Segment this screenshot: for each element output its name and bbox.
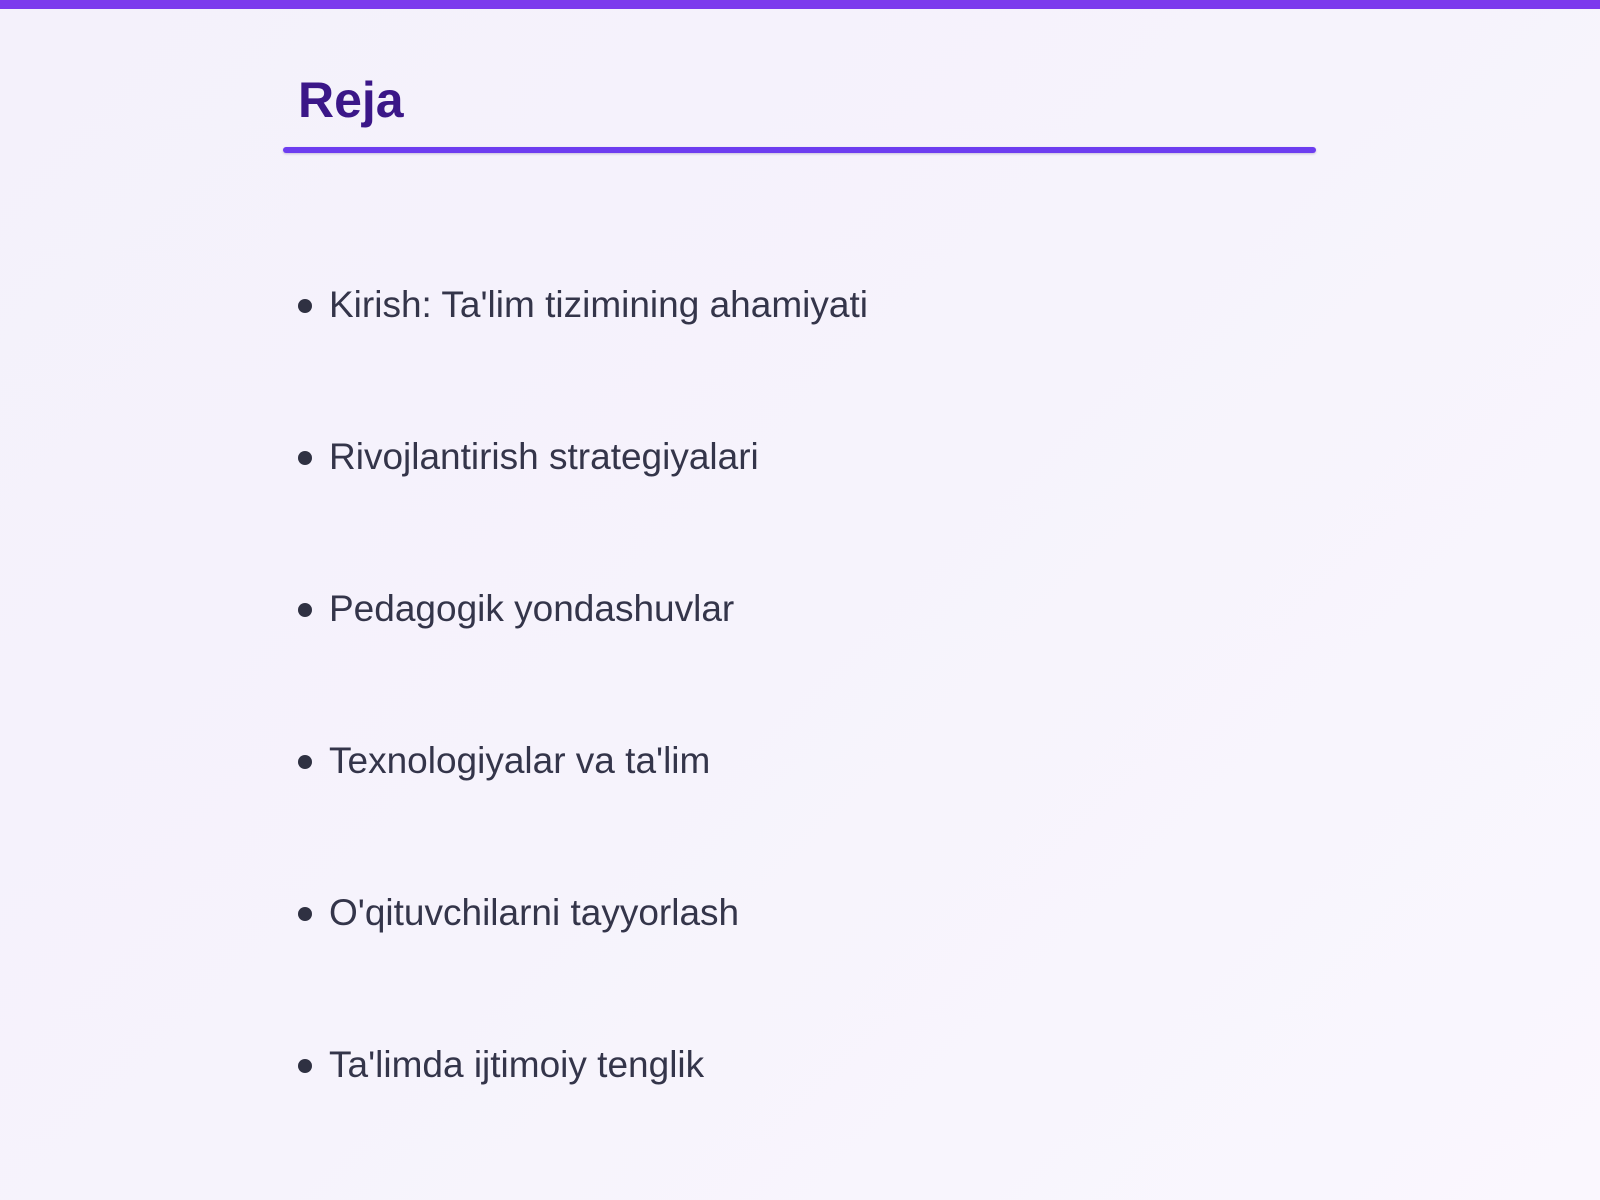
list-item-text: O'qituvchilarni tayyorlash [329, 892, 740, 933]
bullet-icon [298, 1059, 312, 1073]
list-item-text: Kirish: Ta'lim tizimining ahamiyati [329, 284, 868, 325]
bullet-icon [298, 299, 312, 313]
bullet-icon [298, 451, 312, 465]
top-accent-bar [0, 0, 1600, 9]
slide-title: Reja [298, 72, 404, 128]
list-item-text: Texnologiyalar va ta'lim [329, 740, 711, 781]
bullet-icon [298, 755, 312, 769]
list-item-text: Ta'limda ijtimoiy tenglik [329, 1044, 705, 1085]
list-item-text: Rivojlantirish strategiyalari [329, 436, 759, 477]
list-item-text: Pedagogik yondashuvlar [329, 588, 735, 629]
bullet-icon [298, 603, 312, 617]
bullet-icon [298, 907, 312, 921]
title-underline [283, 147, 1316, 153]
